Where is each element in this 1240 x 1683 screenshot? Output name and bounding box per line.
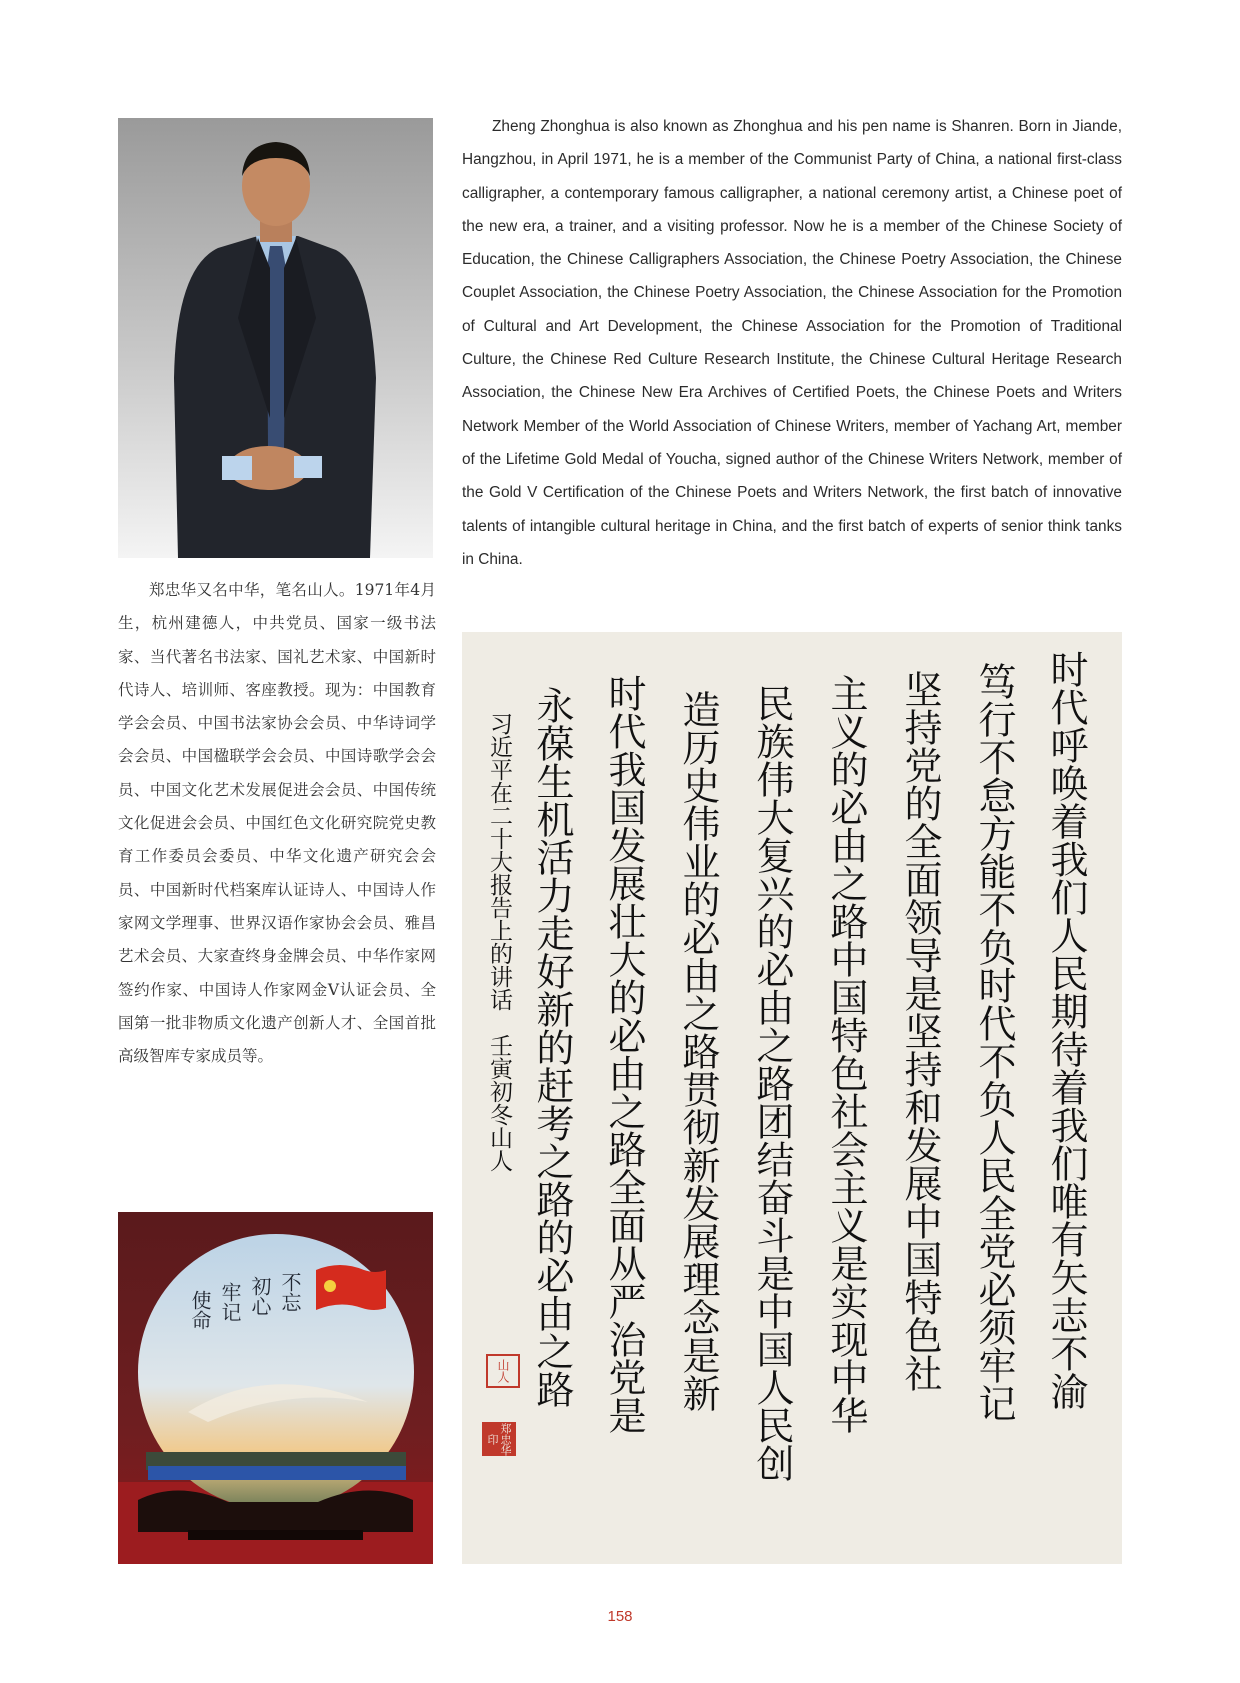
- calligraphy-col-7: 时代我国发展壮大的必由之路全面从严治党是: [602, 674, 646, 1434]
- seal-1-text: 山人: [496, 1359, 510, 1383]
- calligraphy-col-5: 民族伟大复兴的必由之路团结奋斗是中国人民创: [750, 684, 794, 1482]
- plate-text-col-3: 牢记: [218, 1282, 242, 1322]
- portrait-photo: [118, 118, 433, 558]
- calligraphy-inscription: 习近平在二十大报告上的讲话 壬寅初冬山人: [486, 712, 512, 1172]
- plate-text-col-4: 使命: [188, 1290, 212, 1330]
- commemorative-plate-photo: [118, 1212, 433, 1564]
- seal-stamp-2: [482, 1422, 516, 1456]
- plate-text-col-2: 初心: [248, 1276, 272, 1316]
- calligraphy-col-6: 造历史伟业的必由之路贯彻新发展理念是新: [676, 690, 720, 1412]
- calligraphy-col-8: 永葆生机活力走好新的赶考之路的必由之路: [530, 686, 574, 1408]
- biography-english: Zheng Zhonghua is also known as Zhonghua and his pen name is Shanren. Born in Jiande, Hangzhou, in April 1971, he is a member of the Communist Party of China, a national first-class calligrapher, a contemporary famous calligrapher, a national ceremony artist, a Chinese poet of the new era, a trainer, and a visiting professor. Now he is a member of the Chinese Society of Education, the Chinese Calligraphers Association, the Chinese Poetry Association, the Chinese Couplet Association, the Chinese Poetry Association, the Chinese Association for the Promotion of Cultural and Art Development, the Chinese Association for the Promotion of Traditional Culture, the Chinese Red Culture Research Institute, the Chinese Cultural Heritage Research Association, the Chinese New Era Archives of Certified Poets, the Chinese Poets and Writers Network Member of the World Association of Chinese Writers, member of Yachang Art, member of the Lifetime Gold Medal of Youcha, signed author of the Chinese Writers Network, member of the Gold V Certification of the Chinese Poets and Writers Network, the first batch of innovative talents of intangible cultural heritage in China, and the first batch of experts of senior think tanks in China.: [462, 118, 1122, 568]
- calligraphy-col-3: 坚持党的全面领导是坚持和发展中国特色社: [898, 670, 942, 1392]
- seal-2-text: 郑忠华印: [486, 1422, 512, 1456]
- calligraphy-col-1: 时代呼唤着我们人民期待着我们唯有矢志不渝: [1044, 650, 1088, 1410]
- portrait-figure: [118, 118, 433, 558]
- seal-stamp-1: [486, 1354, 520, 1388]
- biography-chinese: 郑忠华又名中华，笔名山人。1971年4月生，杭州建德人，中共党员、国家一级书法家、当代著名书法家、国礼艺术家、中国新时代诗人、培训师、客座教授。现为：中国教育学会会员、中国书法家协会会员、中华诗词学会会员、中国楹联学会会员、中国诗歌学会会员、中国文化艺术发展促进会会员、中国传统文化促进会会员、中国红色文化研究院党史教育工作委员会委员、中华文化遗产研究会会员、中国新时代档案库认证诗人、中国诗人作家网文学理事、世界汉语作家协会会员、雅昌艺术会员、大家查终身金牌会员、中华作家网签约作家、中国诗人作家网金V认证会员、全国第一批非物质文化遗产创新人才、全国首批高级智库专家成员等。: [118, 581, 436, 1066]
- page-number: 158: [607, 1608, 633, 1625]
- plate-illustration: [118, 1212, 433, 1564]
- calligraphy-col-4: 主义的必由之路中国特色社会主义是实现中华: [824, 674, 868, 1434]
- plate-text-col-1: 不忘: [278, 1272, 302, 1312]
- calligraphy-col-2: 笃行不怠方能不负时代不负人民全党必须牢记: [972, 662, 1016, 1422]
- calligraphy-artwork: [462, 632, 1122, 1564]
- party-flag-icon: [316, 1265, 386, 1310]
